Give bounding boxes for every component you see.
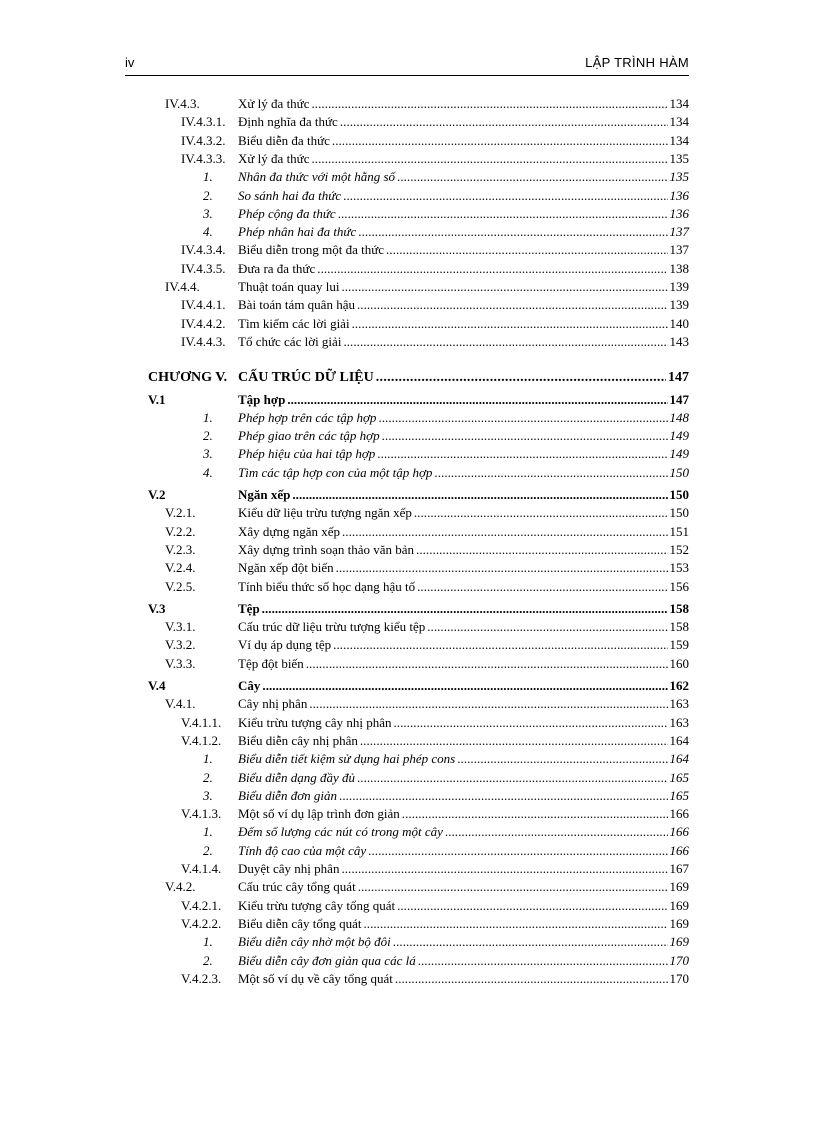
toc-entry-page: 166	[669, 824, 689, 840]
toc-entry-title: Cấu trúc dữ liệu trừu tượng kiểu tệp	[238, 619, 426, 635]
toc-entry-number: IV.4.4.3.	[181, 333, 226, 349]
toc-entry-title: Ngăn xếp	[238, 487, 291, 502]
toc-entry-number: 1.	[203, 409, 213, 425]
toc-entry-page: 156	[669, 578, 689, 594]
toc-entry-title: Đếm số lượng các nút có trong một cây	[238, 824, 443, 840]
toc-entry-title: Kiểu dữ liệu trừu tượng ngăn xếp	[238, 505, 412, 521]
toc-leader-dots	[397, 897, 667, 915]
toc-entry[interactable]	[165, 636, 689, 654]
toc-entry-number: 1.	[203, 169, 213, 185]
toc-entry-page: 149	[669, 428, 689, 444]
toc-entry-title: Một số ví dụ lập trình đơn giản	[238, 806, 400, 822]
toc-entry-page: 152	[669, 541, 689, 557]
toc-entry-number: IV.4.3.1.	[181, 114, 226, 130]
toc-entry-title: Tệp	[238, 600, 260, 616]
toc-entry[interactable]	[181, 805, 689, 823]
toc-entry-number: 1.	[203, 824, 213, 840]
toc-entry-number: V.4.2.	[165, 879, 196, 895]
toc-entry-title: Phép hợp trên các tập hợp	[238, 409, 377, 425]
toc-leader-dots	[377, 445, 667, 463]
toc-entry-number: 1.	[203, 934, 213, 950]
toc-entry-title: Bài toán tám quân hậu	[238, 297, 355, 313]
toc-entry-number: 2.	[203, 769, 213, 785]
toc-entry-page: 139	[669, 297, 689, 313]
toc-leader-dots	[357, 296, 668, 314]
toc-leader-dots	[386, 241, 667, 259]
toc-leader-dots	[340, 113, 668, 131]
toc-entry-title: Biểu diễn cây nhờ một bộ đôi	[238, 934, 391, 950]
toc-entry-page: 169	[669, 915, 689, 931]
toc-entry-title: Thuật toán quay lui	[238, 279, 340, 294]
toc-entry-page: 170	[669, 952, 689, 968]
toc-entry-title: Phép cộng đa thức	[238, 205, 336, 221]
toc-leader-dots	[414, 504, 668, 522]
toc-entry[interactable]	[203, 187, 689, 205]
toc-entry-page: 165	[669, 787, 689, 803]
toc-entry[interactable]	[181, 241, 689, 259]
toc-entry-page: 159	[669, 637, 689, 653]
toc-entry[interactable]	[148, 600, 689, 618]
toc-entry-number: 2.	[203, 842, 213, 858]
toc-entry[interactable]	[181, 897, 689, 915]
toc-entry[interactable]	[203, 427, 689, 445]
toc-entry-title: Biểu diễn tiết kiệm sử dụng hai phép cons	[238, 751, 456, 767]
toc-leader-dots	[397, 168, 667, 186]
toc-entry-page: 137	[669, 224, 689, 240]
toc-leader-dots	[262, 600, 668, 618]
toc-entry[interactable]	[148, 486, 689, 504]
toc-entry-number: V.2	[148, 487, 166, 502]
toc-entry-number: IV.4.3.4.	[181, 242, 226, 258]
toc-entry-page: 134	[669, 114, 689, 130]
toc-entry[interactable]	[203, 464, 689, 482]
toc-entry-number: V.4.1.4.	[181, 861, 222, 876]
toc-leader-dots	[376, 369, 666, 387]
toc-entry-page: 166	[669, 842, 689, 858]
toc-entry-number: V.4.2.2.	[181, 915, 222, 931]
toc-entry-page: 143	[669, 333, 689, 349]
toc-leader-dots	[402, 805, 668, 823]
toc-entry[interactable]	[203, 205, 689, 223]
toc-entry-title: Biểu diễn dạng đầy đủ	[238, 769, 355, 785]
toc-entry[interactable]	[203, 409, 689, 427]
toc-entry-page: 169	[669, 879, 689, 895]
toc-entry[interactable]	[165, 695, 689, 713]
toc-entry-number: IV.4.3.	[165, 96, 200, 111]
toc-leader-dots	[393, 933, 668, 951]
toc-entry-title: Tệp đột biến	[238, 655, 304, 671]
toc-leader-dots	[416, 541, 667, 559]
toc-entry-number: 2.	[203, 187, 213, 203]
toc-leader-dots	[378, 409, 667, 427]
toc-leader-dots	[418, 952, 668, 970]
toc-entry-number: CHƯƠNG V.	[148, 370, 228, 386]
toc-leader-dots	[360, 732, 668, 750]
toc-leader-dots	[352, 315, 668, 333]
toc-entry-page: 158	[669, 619, 689, 635]
toc-entry[interactable]	[181, 860, 689, 878]
toc-entry-title: Cấu trúc cây tổng quát	[238, 879, 356, 895]
toc-leader-dots	[358, 223, 667, 241]
toc-entry-title: Xử lý đa thức	[238, 96, 310, 111]
toc-entry-number: V.4.2.1.	[181, 897, 222, 913]
toc-leader-dots	[395, 970, 668, 988]
toc-leader-dots	[341, 860, 667, 878]
toc-leader-dots	[457, 750, 667, 768]
toc-entry[interactable]	[165, 618, 689, 636]
toc-entry-number: 3.	[203, 446, 213, 462]
toc-entry-number: 4.	[203, 464, 213, 480]
toc-leader-dots	[312, 150, 668, 168]
toc-leader-dots	[306, 655, 668, 673]
toc-entry-number: IV.4.3.5.	[181, 260, 226, 276]
toc-entry[interactable]	[203, 842, 689, 860]
toc-entry-page: 150	[669, 464, 689, 480]
toc-entry[interactable]	[148, 391, 689, 409]
toc-entry-title: Đưa ra đa thức	[238, 260, 316, 276]
toc-leader-dots	[336, 559, 668, 577]
toc-entry-page: 151	[669, 523, 689, 539]
toc-entry-page: 164	[669, 751, 689, 767]
toc-entry-number: V.2.4.	[165, 560, 196, 576]
toc-entry-title: Biểu diễn cây đơn giản qua các lá	[238, 952, 416, 968]
page-number-label: iv	[125, 55, 135, 70]
toc-leader-dots	[382, 427, 668, 445]
toc-entry-page: 138	[669, 260, 689, 276]
toc-entry[interactable]	[165, 559, 689, 577]
toc-entry-number: V.4.1.2.	[181, 732, 222, 748]
toc-entry-number: 2.	[203, 428, 213, 444]
toc-entry-number: V.2.2.	[165, 523, 196, 539]
toc-entry-number: 4.	[203, 224, 213, 240]
toc-entry[interactable]	[181, 113, 689, 131]
toc-leader-dots	[368, 842, 667, 860]
toc-leader-dots	[363, 915, 667, 933]
toc-entry[interactable]	[165, 655, 689, 673]
toc-leader-dots	[357, 769, 668, 787]
toc-leader-dots	[393, 714, 667, 732]
toc-entry-page: 134	[669, 132, 689, 148]
toc-entry-number: V.4.1.3.	[181, 806, 222, 822]
toc-entry-title: Ngăn xếp đột biến	[238, 560, 334, 576]
toc-leader-dots	[317, 260, 667, 278]
toc-entry[interactable]	[165, 278, 689, 296]
toc-leader-dots	[427, 618, 667, 636]
toc-entry-page: 140	[669, 315, 689, 331]
toc-entry-page: 167	[669, 861, 689, 876]
toc-entry-number: V.3.3.	[165, 655, 196, 671]
toc-entry[interactable]	[203, 750, 689, 768]
toc-entry[interactable]	[181, 150, 689, 168]
toc-entry-title: CẤU TRÚC DỮ LIỆU	[238, 370, 374, 386]
toc-entry[interactable]	[181, 970, 689, 988]
toc-entry-number: IV.4.4.1.	[181, 297, 226, 313]
toc-leader-dots	[434, 464, 667, 482]
toc-entry-number: V.2.5.	[165, 578, 196, 594]
toc-entry[interactable]	[181, 132, 689, 150]
toc-entry[interactable]	[203, 823, 689, 841]
toc-entry-page: 136	[669, 187, 689, 203]
toc-entry-page: 149	[669, 446, 689, 462]
toc-entry[interactable]	[165, 504, 689, 522]
toc-leader-dots	[339, 787, 667, 805]
toc-entry[interactable]	[148, 369, 689, 387]
toc-entry-title: Nhân đa thức với một hằng số	[238, 169, 396, 185]
toc-entry[interactable]	[203, 787, 689, 805]
toc-entry-number: V.4.2.3.	[181, 970, 222, 986]
toc-entry-title: Xây dựng ngăn xếp	[238, 523, 340, 539]
toc-entry-title: Kiểu trừu tượng cây tổng quát	[238, 897, 396, 913]
toc-entry[interactable]	[181, 732, 689, 750]
toc-entry-title: Cây nhị phân	[238, 696, 308, 712]
toc-entry-number: 2.	[203, 952, 213, 968]
toc-entry-page: 153	[669, 560, 689, 576]
toc-entry-page: 163	[669, 714, 689, 730]
toc-entry-number: V.2.1.	[165, 505, 196, 521]
toc-entry-page: 134	[669, 96, 689, 111]
toc-entry-number: IV.4.3.3.	[181, 150, 226, 166]
toc-entry-page: 169	[669, 934, 689, 950]
toc-entry-page: 136	[669, 205, 689, 221]
toc-entry-page: 148	[669, 409, 689, 425]
toc-entry-title: Duyệt cây nhị phân	[238, 861, 340, 876]
toc-entry-page: 147	[669, 391, 689, 407]
toc-leader-dots	[292, 486, 667, 504]
toc-entry-number: V.2.3.	[165, 541, 196, 557]
toc-entry-title: Tổ chức các lời giải	[238, 333, 342, 349]
toc-entry-title: Ví dụ áp dụng tệp	[238, 637, 332, 653]
toc-entry-number: V.4	[148, 678, 166, 693]
toc-entry-title: Biểu diễn đa thức	[238, 132, 330, 148]
toc-entry-title: Tính độ cao của một cây	[238, 842, 367, 858]
toc-entry-page: 166	[669, 806, 689, 822]
toc-entry-page: 163	[669, 696, 689, 712]
toc-entry-number: IV.4.4.2.	[181, 315, 226, 331]
toc-leader-dots	[343, 187, 667, 205]
toc-entry-title: Phép giao trên các tập hợp	[238, 428, 380, 444]
toc-leader-dots	[333, 636, 667, 654]
toc-leader-dots	[287, 391, 667, 409]
toc-entry-title: Tìm kiếm các lời giải	[238, 315, 350, 331]
toc-entry-number: V.4.1.1.	[181, 714, 222, 730]
toc-entry-title: Phép hiệu của hai tập hợp	[238, 446, 376, 462]
toc-leader-dots	[343, 333, 667, 351]
toc-entry-title: Tính biểu thức số học dạng hậu tố	[238, 578, 416, 594]
toc-entry-title: Cây	[238, 678, 261, 693]
toc-entry[interactable]	[181, 915, 689, 933]
toc-entry[interactable]	[181, 260, 689, 278]
toc-entry-page: 147	[668, 370, 689, 386]
toc-entry-page: 139	[669, 279, 689, 294]
toc-entry[interactable]	[181, 714, 689, 732]
toc-leader-dots	[309, 695, 667, 713]
toc-entry-page: 162	[669, 678, 689, 693]
toc-entry-title: Tập hợp	[238, 391, 286, 407]
toc-entry-title: Định nghĩa đa thức	[238, 114, 338, 130]
toc-leader-dots	[342, 523, 668, 541]
toc-leader-dots	[312, 95, 668, 113]
toc-entry[interactable]	[203, 445, 689, 463]
toc-entry-page: 160	[669, 655, 689, 671]
toc-entry-number: 1.	[203, 751, 213, 767]
toc-entry[interactable]	[203, 933, 689, 951]
toc-entry[interactable]	[148, 677, 689, 695]
toc-entry-number: IV.4.3.2.	[181, 132, 226, 148]
toc-leader-dots	[332, 132, 668, 150]
toc-entry[interactable]	[181, 315, 689, 333]
toc-entry-title: Phép nhân hai đa thức	[238, 224, 357, 240]
toc-entry-page: 164	[669, 732, 689, 748]
toc-leader-dots	[262, 677, 667, 695]
toc-entry-number: V.3.1.	[165, 619, 196, 635]
toc-entry[interactable]	[165, 95, 689, 113]
toc-leader-dots	[358, 878, 668, 896]
toc-entry-number: V.4.1.	[165, 696, 196, 712]
toc-entry-title: Kiểu trừu tượng cây nhị phân	[238, 714, 392, 730]
toc-entry-number: V.3	[148, 600, 166, 616]
toc-leader-dots	[417, 578, 667, 596]
toc-entry[interactable]	[181, 296, 689, 314]
toc-entry[interactable]	[203, 952, 689, 970]
toc-entry[interactable]	[165, 578, 689, 596]
toc-entry-title: Xử lý đa thức	[238, 150, 310, 166]
toc-entry-page: 137	[669, 242, 689, 258]
toc-entry-page: 150	[669, 505, 689, 521]
toc-entry[interactable]	[203, 769, 689, 787]
toc-entry-title: Biểu diễn cây tổng quát	[238, 915, 362, 931]
toc-entry-page: 170	[669, 970, 689, 986]
toc-entry-title: Biểu diễn đơn giản	[238, 787, 338, 803]
toc-entry[interactable]	[165, 523, 689, 541]
toc-entry-number: 3.	[203, 787, 213, 803]
toc-entry-page: 135	[669, 150, 689, 166]
toc-entry-number: V.3.2.	[165, 637, 196, 653]
toc-entry-title: Xây dựng trình soạn thảo văn bản	[238, 541, 415, 557]
toc-entry-page: 158	[669, 600, 689, 616]
toc-leader-dots	[338, 205, 668, 223]
toc-entry-page: 135	[669, 169, 689, 185]
toc-entry-title: Biểu diễn trong một đa thức	[238, 242, 385, 258]
toc-entry-title: Biểu diễn cây nhị phân	[238, 732, 358, 748]
toc-entry-title: So sánh hai đa thức	[238, 187, 342, 203]
toc-entry[interactable]	[203, 223, 689, 241]
toc-entry-page: 169	[669, 897, 689, 913]
toc-entry-page: 165	[669, 769, 689, 785]
running-title: LẬP TRÌNH HÀM	[585, 55, 689, 70]
toc-entry[interactable]	[203, 168, 689, 186]
toc-leader-dots	[445, 823, 668, 841]
toc-entry-title: Một số ví dụ về cây tổng quát	[238, 970, 393, 986]
toc-entry[interactable]	[165, 541, 689, 559]
toc-leader-dots	[341, 278, 667, 296]
toc-entry-page: 150	[669, 487, 689, 502]
toc-entry[interactable]	[181, 333, 689, 351]
toc-entry-number: IV.4.4.	[165, 279, 200, 294]
toc-entry[interactable]	[165, 878, 689, 896]
toc-entry-title: Tìm các tập hợp con của một tập hợp	[238, 464, 433, 480]
toc-entry-number: V.1	[148, 391, 166, 407]
toc-entry-number: 3.	[203, 205, 213, 221]
